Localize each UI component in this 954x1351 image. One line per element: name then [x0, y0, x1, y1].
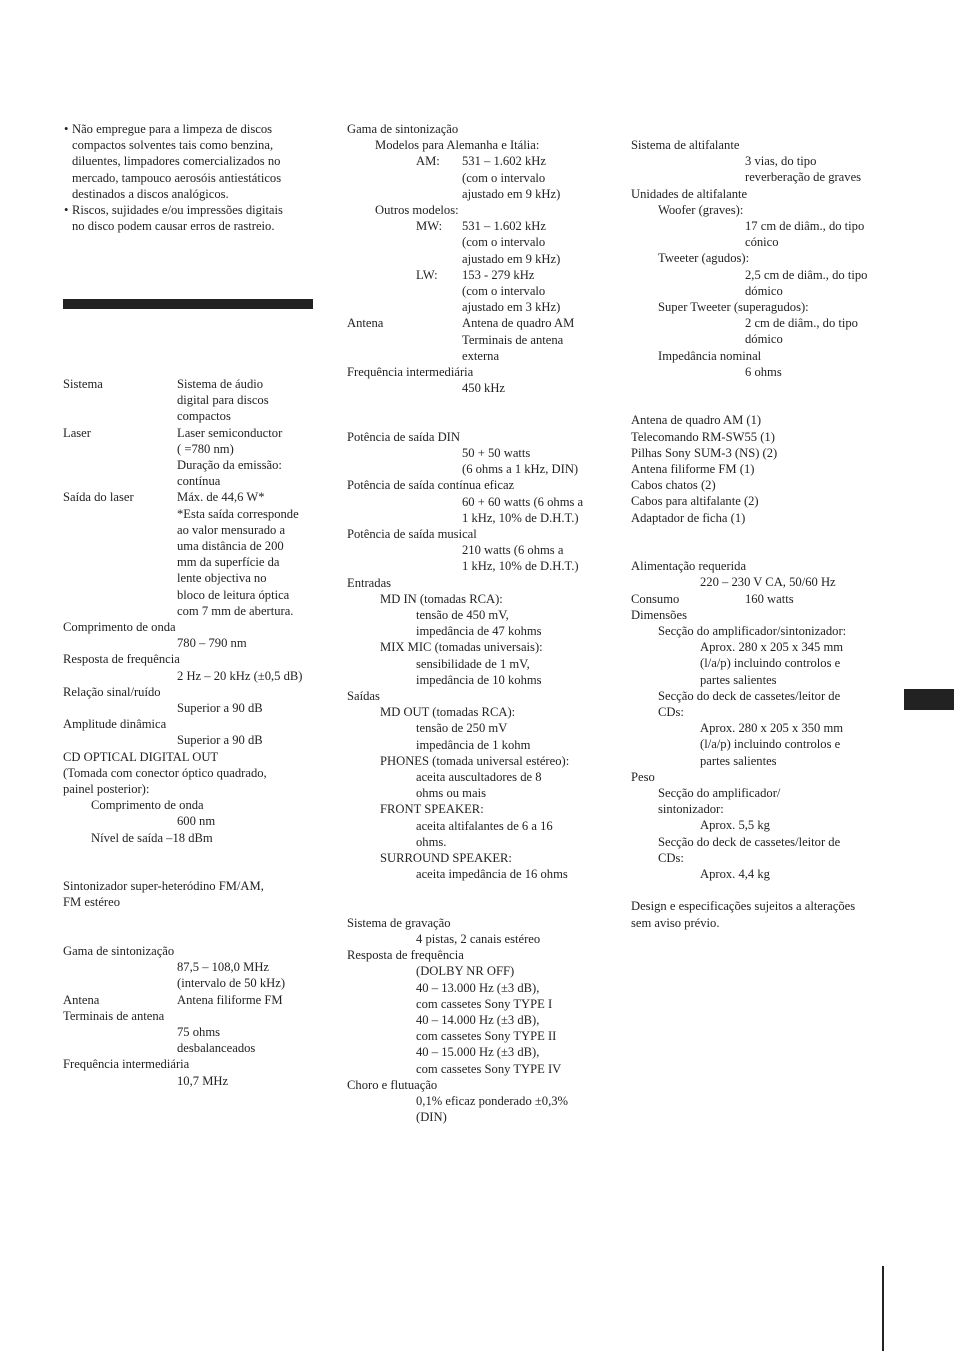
spec-value: 450 kHz — [462, 381, 506, 396]
spec-label: Frequência intermediária — [63, 1057, 190, 1072]
spec-value: contínua — [177, 474, 221, 489]
spec-label: Sistema de altifalante — [631, 138, 740, 152]
spec-value: 50 + 50 watts — [462, 446, 531, 460]
spec-value: sintonizador: — [658, 802, 724, 817]
bullet-dot: • — [64, 122, 69, 136]
spec-value: 40 – 15.000 Hz (±3 dB), — [416, 1045, 540, 1060]
spec-label: Frequência intermediária — [347, 365, 474, 379]
spec-label: Cabos para altifalante (2) — [631, 494, 759, 509]
spec-value: Aprox. 4,4 kg — [700, 867, 770, 881]
spec-value: aceita impedância de 16 ohms — [416, 867, 568, 882]
spec-value: 2 cm de diâm., do tipo — [745, 316, 858, 331]
spec-label: MD OUT (tomadas RCA): — [380, 705, 516, 720]
spec-value: 17 cm de diâm., do tipo — [745, 219, 865, 233]
spec-value: 87,5 – 108,0 MHz — [177, 960, 269, 975]
spec-value: ohms. — [416, 834, 447, 849]
spec-value: Antena de quadro AM — [462, 316, 575, 331]
spec-label: Pilhas Sony SUM-3 (NS) (2) — [631, 445, 778, 460]
spec-value: compactos — [177, 409, 231, 424]
spec-value: partes salientes — [700, 672, 777, 687]
spec-label: Nível de saída –18 dBm — [91, 830, 213, 845]
note-line: no disco podem causar erros de rastreio. — [72, 219, 275, 234]
spec-label: Potência de saída DIN — [347, 429, 460, 444]
spec-label: Consumo — [631, 591, 680, 606]
spec-label: Cabos chatos (2) — [631, 478, 716, 493]
spec-value: Terminais de antena — [462, 332, 564, 347]
spec-label: Choro e flutuação — [347, 1077, 438, 1092]
spec-value: (l/a/p) incluindo controlos e — [700, 737, 841, 752]
spec-value: Superior a 90 dB — [177, 733, 263, 748]
spec-value: Secção do amplificador/ — [658, 786, 781, 800]
spec-value: ( =780 nm) — [177, 441, 234, 456]
spec-label: Dimensões — [631, 607, 687, 622]
spec-label: CD OPTICAL DIGITAL OUT — [63, 749, 219, 764]
spec-value: (6 ohms a 1 kHz, DIN) — [462, 462, 579, 477]
spec-label: Resposta de frequência — [347, 948, 464, 963]
spec-value: 10,7 MHz — [177, 1073, 229, 1088]
spec-value: impedância de 1 kohm — [416, 737, 531, 752]
spec-value: partes salientes — [700, 753, 777, 768]
spec-value: 2 Hz – 20 kHz (±0,5 dB) — [177, 668, 303, 683]
spec-value: digital para discos — [177, 393, 269, 408]
note-line: Riscos, sujidades e/ou impressões digitais — [72, 203, 283, 217]
spec-label: Sistema de gravação — [347, 915, 451, 930]
spec-value: Laser semiconductor — [177, 425, 283, 440]
spec-label: Comprimento de onda — [91, 798, 204, 813]
spec-value: dómico — [745, 283, 783, 298]
spec-value: 3 vias, do tipo — [745, 154, 817, 169]
spec-value: impedância de 47 kohms — [416, 624, 542, 639]
spec-label: MW: — [416, 219, 443, 234]
spec-value: bloco de leitura óptica — [177, 587, 290, 602]
spec-label: Sistema — [63, 377, 103, 391]
note-line: Não empregue para a limpeza de discos — [72, 122, 273, 136]
spec-value: tensão de 450 mV, — [416, 608, 509, 622]
spec-label: Entradas — [347, 575, 392, 590]
spec-label: Relação sinal/ruído — [63, 684, 161, 699]
spec-label: Laser — [63, 425, 91, 440]
spec-value: Aprox. 280 x 205 x 345 mm — [700, 640, 844, 655]
spec-label: Outros modelos: — [375, 203, 459, 217]
spec-label: FM estéreo — [63, 895, 121, 910]
spec-value: CDs: — [658, 850, 684, 865]
spec-value: 2,5 cm de diâm., do tipo — [745, 267, 868, 282]
note-line: compactos solventes tais como benzina, — [72, 138, 274, 153]
spec-label: Antena — [63, 992, 100, 1007]
spec-label: LW: — [416, 267, 438, 282]
note-line: diluentes, limpadores comercializados no — [72, 154, 281, 169]
spec-value: 153 - 279 kHz — [462, 267, 535, 282]
spec-value: (com o intervalo — [462, 170, 546, 185]
spec-label: FRONT SPEAKER: — [380, 802, 484, 817]
spec-label: PHONES (tomada universal estéreo): — [380, 753, 570, 768]
spec-value: Máx. de 44,6 W* — [177, 490, 265, 505]
spec-value: cónico — [745, 235, 779, 250]
spec-value: externa — [462, 348, 500, 363]
spec-value: com cassetes Sony TYPE I — [416, 996, 553, 1011]
spec-label: Potência de saída musical — [347, 527, 477, 541]
spec-value: desbalanceados — [177, 1041, 256, 1056]
spec-value: (com o intervalo — [462, 284, 546, 298]
spec-value: 780 – 790 nm — [177, 636, 247, 651]
spec-label: Telecomando RM-SW55 (1) — [631, 429, 775, 444]
spec-value: Antena filiforme FM — [177, 992, 283, 1007]
spec-value: com cassetes Sony TYPE IV — [416, 1061, 562, 1076]
spec-value: Duração da emissão: — [177, 458, 282, 472]
spec-label: Resposta de frequência — [63, 652, 180, 667]
spec-label: Gama de sintonização — [347, 122, 459, 136]
spec-value: 210 watts (6 ohms a — [462, 543, 564, 558]
spec-value: com cassetes Sony TYPE II — [416, 1029, 557, 1044]
spec-label: (Tomada com conector óptico quadrado, — [63, 765, 267, 780]
spec-label: Adaptador de ficha (1) — [631, 510, 746, 525]
spec-value: reverberação de graves — [745, 170, 862, 185]
note-line: destinados a discos analógicos. — [72, 186, 229, 201]
spec-value: 4 pistas, 2 canais estéreo — [416, 932, 541, 946]
spec-label: Unidades de altifalante — [631, 186, 748, 201]
spec-value: 6 ohms — [745, 364, 782, 379]
spec-value: 40 – 14.000 Hz (±3 dB), — [416, 1013, 540, 1027]
spec-value: *Esta saída corresponde — [177, 506, 299, 521]
spec-value: 531 – 1.602 kHz — [462, 219, 546, 234]
spec-label: Antena — [347, 316, 384, 331]
spec-label: Antena de quadro AM (1) — [631, 413, 762, 428]
spec-value: Super Tweeter (superagudos): — [658, 300, 809, 314]
spec-label: Terminais de antena — [63, 1008, 165, 1023]
spec-value: Aprox. 280 x 205 x 350 mm — [700, 721, 844, 736]
spec-value: 60 + 60 watts (6 ohms a — [462, 494, 584, 509]
bullet-dot: • — [64, 203, 69, 217]
spec-value: Impedância nominal — [658, 348, 762, 363]
spec-label: Comprimento de onda — [63, 620, 176, 634]
spec-value: ao valor mensurado a — [177, 522, 286, 537]
spec-value: Secção do amplificador/sintonizador: — [658, 624, 847, 638]
spec-value: 531 – 1.602 kHz — [462, 154, 546, 169]
spec-value: 220 – 230 V CA, 50/60 Hz — [700, 575, 836, 590]
spec-label: AM: — [416, 154, 440, 169]
spec-value: 1 kHz, 10% de D.H.T.) — [462, 559, 579, 574]
note-line: mercado, tampouco aerosóis antiestáticos — [72, 170, 282, 185]
spec-value: Woofer (graves): — [658, 202, 744, 217]
spec-label: Amplitude dinâmica — [63, 717, 167, 732]
spec-value: dómico — [745, 332, 783, 347]
spec-value: 600 nm — [177, 814, 216, 829]
spec-value: Tweeter (agudos): — [658, 251, 750, 266]
spec-label: Design e especificações sujeitos a alterações — [631, 899, 856, 914]
spec-value: (com o intervalo — [462, 235, 546, 250]
spec-value: (DIN) — [416, 1110, 447, 1125]
spec-label: Modelos para Alemanha e Itália: — [375, 138, 540, 153]
spec-value: 40 – 13.000 Hz (±3 dB), — [416, 980, 540, 995]
spec-value: 75 ohms — [177, 1025, 221, 1039]
spec-value: ajustado em 9 kHz) — [462, 186, 561, 201]
spec-value: Superior a 90 dB — [177, 701, 263, 715]
side-tab-marker — [904, 689, 954, 710]
spec-label: Alimentação requerida — [631, 559, 747, 574]
spec-label: SURROUND SPEAKER: — [380, 851, 512, 865]
spec-label: painel posterior): — [63, 782, 150, 796]
spec-label: MIX MIC (tomadas universais): — [380, 640, 543, 655]
spec-label: Saídas — [347, 689, 380, 703]
spec-value: 160 watts — [745, 591, 794, 606]
spec-label: Sintonizador super-heteródino FM/AM, — [63, 879, 264, 894]
spec-value: ajustado em 3 kHz) — [462, 300, 561, 315]
spec-value: Secção do deck de cassetes/leitor de — [658, 688, 841, 703]
spec-value: (DOLBY NR OFF) — [416, 964, 515, 979]
spec-value: Sistema de áudio — [177, 377, 264, 391]
spec-label: Peso — [631, 769, 655, 784]
spec-label: Potência de saída contínua eficaz — [347, 478, 515, 493]
spec-label: Gama de sintonização — [63, 944, 175, 958]
spec-value: impedância de 10 kohms — [416, 672, 542, 687]
page-edge-line — [882, 1266, 884, 1351]
spec-label: MD IN (tomadas RCA): — [380, 591, 503, 606]
spec-value: Secção do deck de cassetes/leitor de — [658, 834, 841, 849]
spec-label: Saída do laser — [63, 490, 134, 505]
section-heading-bar — [63, 299, 313, 309]
spec-label: Antena filiforme FM (1) — [631, 462, 755, 476]
spec-value: aceita altifalantes de 6 a 16 — [416, 818, 553, 833]
spec-value: CDs: — [658, 705, 684, 719]
spec-value: tensão de 250 mV — [416, 721, 508, 736]
spec-value: (l/a/p) incluindo controlos e — [700, 656, 841, 671]
spec-value: lente objectiva no — [177, 571, 267, 586]
spec-value: 1 kHz, 10% de D.H.T.) — [462, 510, 579, 525]
spec-value: ajustado em 9 kHz) — [462, 251, 561, 266]
spec-value: 0,1% eficaz ponderado ±0,3% — [416, 1094, 569, 1108]
spec-value: Aprox. 5,5 kg — [700, 818, 770, 833]
spec-value: aceita auscultadores de 8 — [416, 770, 542, 784]
spec-value: com 7 mm de abertura. — [177, 603, 294, 618]
spec-value: ohms ou mais — [416, 786, 486, 801]
spec-value: sensibilidade de 1 mV, — [416, 656, 530, 671]
spec-value: (intervalo de 50 kHz) — [177, 976, 286, 991]
spec-value: mm da superfície da — [177, 555, 280, 570]
spec-value: uma distância de 200 — [177, 539, 284, 553]
spec-label: sem aviso prévio. — [631, 915, 720, 930]
